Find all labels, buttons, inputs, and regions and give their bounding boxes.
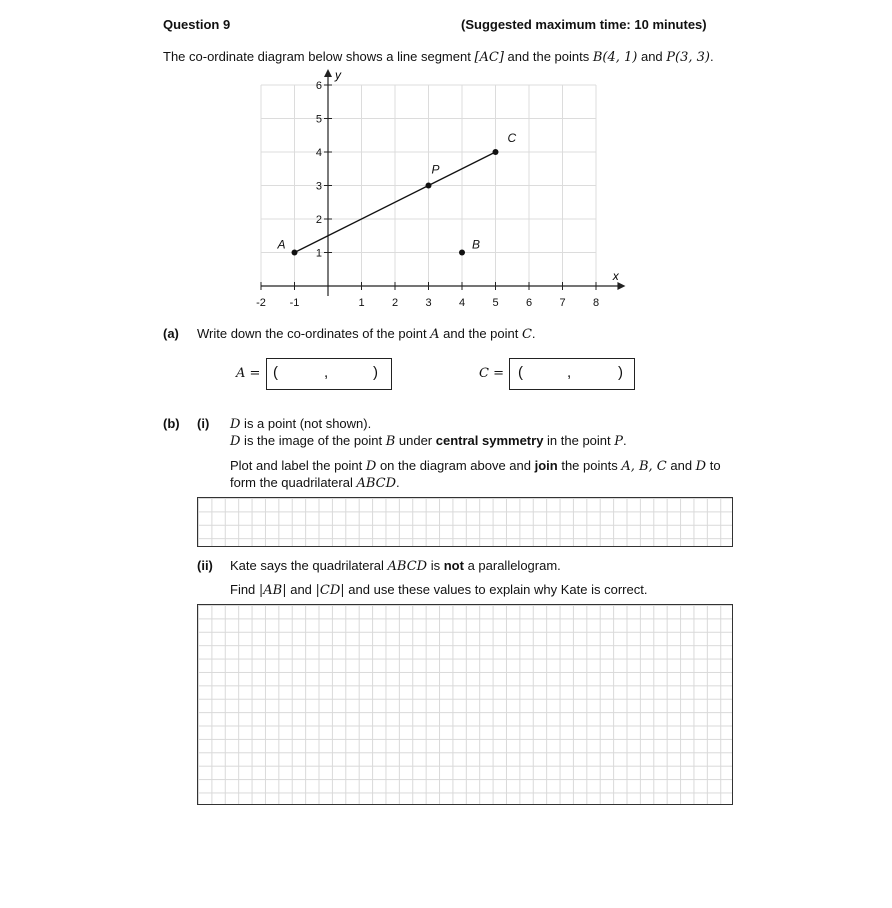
- x-tick-label: 8: [592, 297, 600, 309]
- a-open-paren: (: [273, 364, 278, 381]
- b-i-l3-to: to: [706, 458, 721, 473]
- x-tick-label: 6: [525, 297, 533, 309]
- b-i-l3-and: and: [666, 458, 696, 473]
- y-tick-label: 4: [315, 147, 322, 159]
- question-number: Question 9: [163, 17, 231, 32]
- b-i-l1-rest: is a point (not shown).: [240, 416, 372, 431]
- part-b-i-label: (i): [197, 416, 210, 431]
- graph-points: [277, 131, 517, 256]
- intro-mid: and the points: [503, 49, 593, 64]
- part-a-a: A: [430, 327, 440, 342]
- answer-box-c[interactable]: [509, 358, 635, 390]
- b-i-l2-p: P: [614, 434, 623, 449]
- b-ii-l1-a: Kate says the quadrilateral: [230, 558, 388, 573]
- b-i-l1-d: D: [230, 417, 241, 432]
- part-b-ii-line1: [230, 558, 561, 574]
- point-b: [459, 250, 465, 256]
- b-ii-l2-a: Find: [230, 582, 259, 597]
- x-tick-label: 3: [425, 297, 432, 309]
- b-ii-l2-c: and use these values to explain why Kate is correct.: [344, 582, 648, 597]
- b-i-l2-c: under: [395, 433, 436, 448]
- point-a: [292, 250, 298, 256]
- y-tick-label: 3: [315, 180, 322, 193]
- b-i-l2-b: B: [385, 434, 396, 449]
- b-ii-l2-cd: |CD|: [315, 583, 345, 598]
- b-i-l2-d2: in the point: [543, 433, 615, 448]
- b-i-l4-a: form the quadrilateral: [230, 475, 357, 490]
- answer-area-b-i[interactable]: [197, 497, 733, 547]
- c-comma: ,: [567, 364, 572, 381]
- point-c: [493, 149, 499, 155]
- point-label-a: A: [277, 237, 286, 252]
- answer-box-a[interactable]: [266, 358, 392, 390]
- b-ii-l1-b: is: [427, 558, 444, 573]
- part-b-label: (b): [163, 416, 180, 431]
- x-axis-arrow: [617, 282, 625, 290]
- intro-and: and: [637, 49, 667, 64]
- b-i-l2-bold: central symmetry: [435, 433, 544, 448]
- suggested-time: (Suggested maximum time: 10 minutes): [461, 17, 707, 32]
- b-ii-l2-ab: |AB|: [258, 583, 287, 598]
- intro-point-p: P(3, 3): [666, 50, 710, 65]
- b-i-l3-d: D: [365, 459, 377, 474]
- part-a-end: .: [531, 326, 536, 341]
- a-comma: ,: [324, 364, 329, 381]
- part-b-i-line4: [230, 475, 400, 491]
- part-b-ii-label: (ii): [197, 558, 213, 573]
- y-axis-label: y: [335, 67, 341, 82]
- intro-pre: The co-ordinate diagram below shows a line segment: [163, 49, 475, 64]
- b-i-l3-d2: D: [695, 459, 707, 474]
- x-axis-label: x: [612, 269, 619, 283]
- b-i-l3-b: on the diagram above and: [376, 458, 535, 473]
- graph-ticks: [256, 80, 599, 309]
- b-i-l3-bold: join: [534, 458, 558, 473]
- part-a-pre: Write down the co-ordinates of the point: [197, 326, 431, 341]
- part-a-c: C: [521, 327, 532, 342]
- intro-segment: [AC]: [474, 50, 504, 65]
- b-i-l4-q: ABCD: [356, 476, 397, 491]
- b-i-l3-pts: A, B, C: [621, 459, 667, 474]
- a-close-paren: ): [373, 364, 378, 381]
- part-a-text: [197, 326, 536, 342]
- b-i-l2-d: D: [230, 434, 241, 449]
- x-tick-label: 1: [358, 297, 365, 309]
- part-b-i-line2: [230, 433, 627, 449]
- part-a-label: (a): [163, 326, 179, 341]
- y-tick-label: 2: [315, 214, 322, 226]
- x-tick-label: 4: [458, 297, 466, 309]
- point-label-c: C: [507, 131, 517, 145]
- x-tick-label: -2: [256, 297, 266, 309]
- y-axis-arrow: [324, 69, 332, 77]
- y-tick-label: 5: [315, 113, 322, 126]
- point-p: [426, 183, 432, 189]
- intro-end: .: [709, 49, 714, 64]
- coordinate-diagram[interactable]: [0, 0, 892, 330]
- x-tick-label: 2: [391, 297, 399, 309]
- point-label-b: B: [472, 237, 481, 252]
- part-b-i-line1: [230, 416, 371, 432]
- c-close-paren: ): [618, 364, 623, 381]
- b-i-l3-a: Plot and label the point: [230, 458, 366, 473]
- x-tick-label: 5: [492, 297, 499, 309]
- point-label-p: P: [431, 162, 440, 177]
- b-i-l4-end: .: [396, 475, 400, 490]
- b-i-l2-a: is the image of the point: [240, 433, 386, 448]
- a-equals-label: A =: [236, 366, 261, 381]
- b-ii-l1-c: a parallelogram.: [463, 558, 561, 573]
- b-ii-l2-b: and: [286, 582, 316, 597]
- part-b-i-line3: [230, 458, 721, 474]
- part-a-and: and the point: [439, 326, 522, 341]
- b-ii-l1-bold: not: [443, 558, 464, 573]
- c-equals-label: C =: [479, 366, 504, 381]
- answer-area-b-ii[interactable]: [197, 604, 733, 805]
- intro-point-b: B(4, 1): [592, 50, 638, 65]
- b-i-l3-c: the points: [557, 458, 622, 473]
- x-tick-label: -1: [289, 297, 300, 309]
- b-ii-l1-q: ABCD: [387, 559, 428, 574]
- b-i-l2-end: .: [623, 433, 627, 448]
- part-b-ii-line2: [230, 582, 647, 598]
- y-tick-label: 6: [315, 80, 322, 92]
- x-tick-label: 7: [559, 297, 566, 309]
- c-open-paren: (: [518, 364, 523, 381]
- y-tick-label: 1: [315, 247, 322, 260]
